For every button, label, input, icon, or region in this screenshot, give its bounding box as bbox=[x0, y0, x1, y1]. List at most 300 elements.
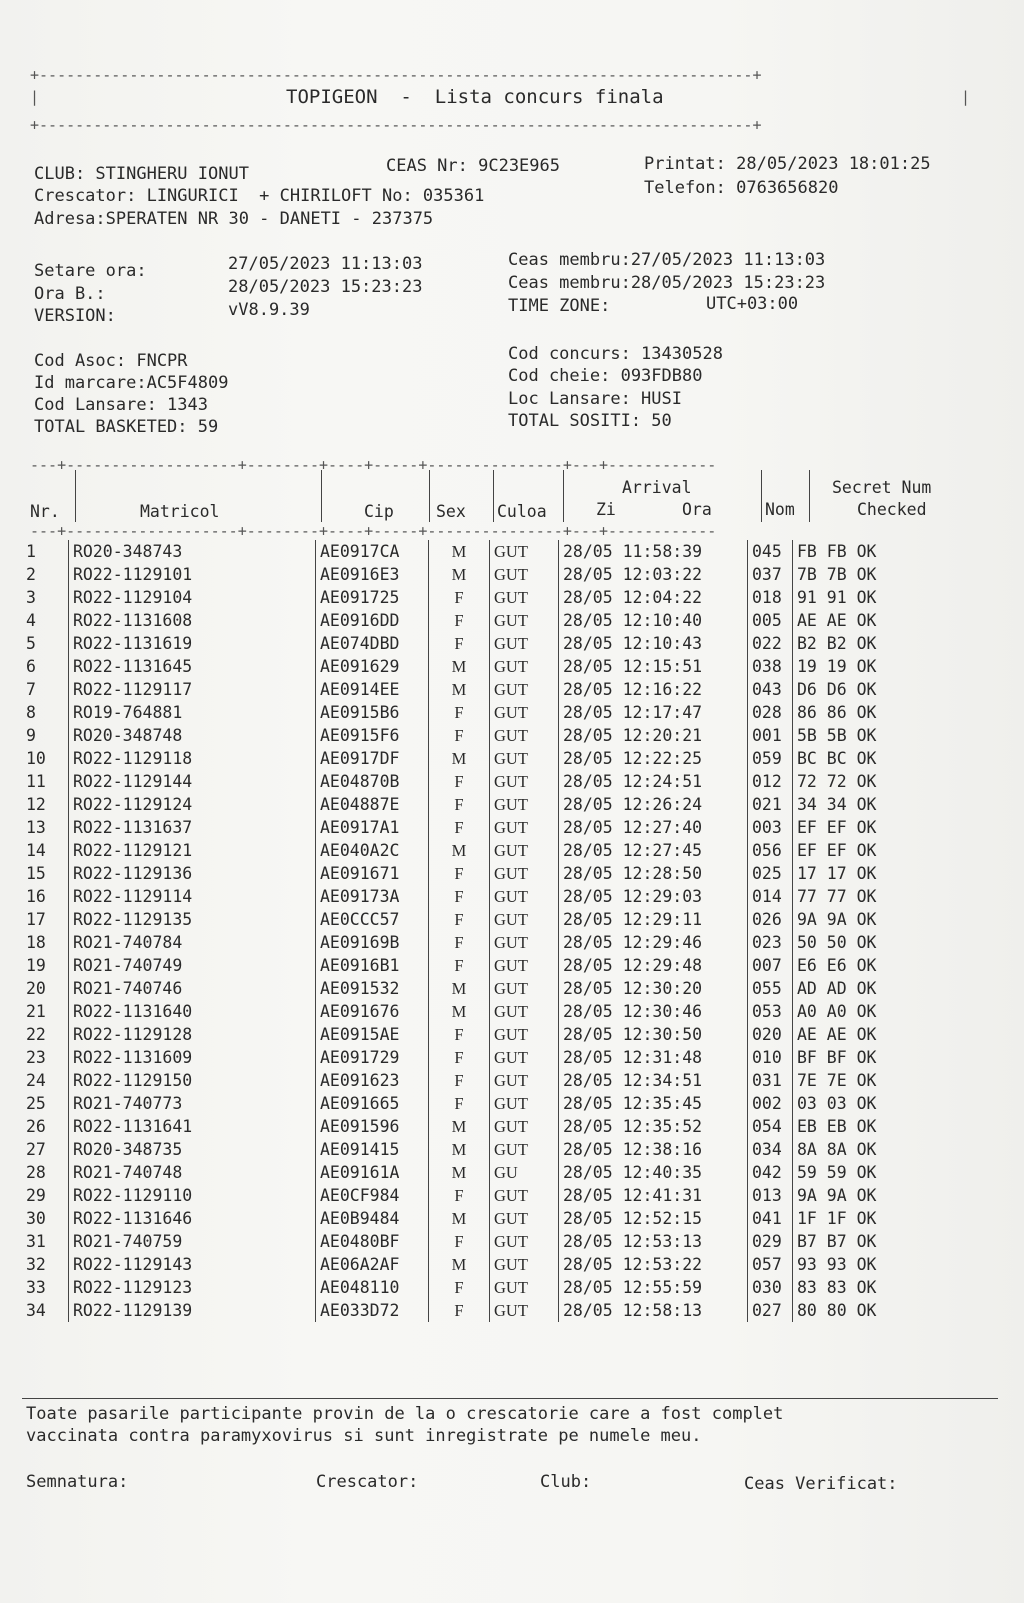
semnatura-label: Semnatura: bbox=[26, 1472, 129, 1492]
row-nr: 33 bbox=[26, 1278, 46, 1297]
row-sex: M bbox=[429, 1115, 490, 1138]
row-arrival: 28/05 12:55:59 bbox=[559, 1276, 748, 1299]
row-sex: M bbox=[429, 1161, 490, 1184]
row-cip: AE06A2AF bbox=[316, 1253, 429, 1276]
row-nom: 034 bbox=[748, 1138, 793, 1161]
row-arrival: 28/05 12:53:22 bbox=[559, 1253, 748, 1276]
row-nr: 2 bbox=[26, 565, 36, 584]
row-culoa: GUT bbox=[490, 1000, 559, 1023]
ceas-membru-1: Ceas membru:27/05/2023 11:13:03 bbox=[508, 250, 826, 270]
table-row bbox=[22, 839, 961, 862]
table-row bbox=[22, 1161, 961, 1184]
table-row bbox=[22, 701, 961, 724]
row-culoa: GUT bbox=[490, 586, 559, 609]
header-sep-5 bbox=[563, 470, 564, 522]
row-arrival: 28/05 12:24:51 bbox=[559, 770, 748, 793]
row-secret-checked: 1F 1F OK bbox=[793, 1207, 962, 1230]
col-header-checked: Checked bbox=[857, 500, 927, 519]
row-matricol: RO22-1129150 bbox=[69, 1069, 316, 1092]
row-nom: 045 bbox=[748, 540, 793, 563]
crescator-line: Crescator: LINGURICI + CHIRILOFT No: 035361 bbox=[34, 186, 485, 206]
table-row bbox=[22, 1138, 961, 1161]
version-value: vV8.9.39 bbox=[228, 300, 310, 320]
row-culoa: GUT bbox=[490, 540, 559, 563]
row-secret-checked: 9A 9A OK bbox=[793, 908, 962, 931]
row-secret-checked: 5B 5B OK bbox=[793, 724, 962, 747]
row-nom: 005 bbox=[748, 609, 793, 632]
title-separator: - bbox=[400, 86, 412, 108]
table-row bbox=[22, 540, 961, 563]
row-arrival: 28/05 12:22:25 bbox=[559, 747, 748, 770]
row-sex: F bbox=[429, 1230, 490, 1253]
row-arrival: 28/05 12:27:45 bbox=[559, 839, 748, 862]
row-matricol: RO20-348735 bbox=[69, 1138, 316, 1161]
row-culoa: GUT bbox=[490, 1253, 559, 1276]
row-sex: M bbox=[429, 1000, 490, 1023]
row-secret-checked: A0 A0 OK bbox=[793, 1000, 962, 1023]
row-cip: AE033D72 bbox=[316, 1299, 429, 1322]
row-nom: 042 bbox=[748, 1161, 793, 1184]
row-nom: 013 bbox=[748, 1184, 793, 1207]
row-sex: F bbox=[429, 793, 490, 816]
cod-asoc: Cod Asoc: FNCPR bbox=[34, 351, 188, 371]
row-nom: 014 bbox=[748, 885, 793, 908]
row-secret-checked: EF EF OK bbox=[793, 839, 962, 862]
row-nom: 007 bbox=[748, 954, 793, 977]
row-cip: AE091596 bbox=[316, 1115, 429, 1138]
row-secret-checked: 59 59 OK bbox=[793, 1161, 962, 1184]
row-culoa: GUT bbox=[490, 1207, 559, 1230]
row-culoa: GUT bbox=[490, 1276, 559, 1299]
row-nr: 11 bbox=[26, 772, 46, 791]
row-cip: AE091415 bbox=[316, 1138, 429, 1161]
row-arrival: 28/05 12:35:45 bbox=[559, 1092, 748, 1115]
adresa-line: Adresa:SPERATEN NR 30 - DANETI - 237375 bbox=[34, 209, 434, 229]
row-sex: F bbox=[429, 1299, 490, 1322]
row-cip: AE091729 bbox=[316, 1046, 429, 1069]
row-cip: AE0916B1 bbox=[316, 954, 429, 977]
version-label: VERSION: bbox=[34, 306, 116, 326]
row-nom: 043 bbox=[748, 678, 793, 701]
row-cip: AE091629 bbox=[316, 655, 429, 678]
row-secret-checked: BC BC OK bbox=[793, 747, 962, 770]
row-nom: 059 bbox=[748, 747, 793, 770]
table-row bbox=[22, 1230, 961, 1253]
row-sex: M bbox=[429, 1253, 490, 1276]
row-culoa: GUT bbox=[490, 885, 559, 908]
row-arrival: 28/05 12:52:15 bbox=[559, 1207, 748, 1230]
total-sositi: TOTAL SOSITI: 50 bbox=[508, 411, 672, 431]
table-row bbox=[22, 1184, 961, 1207]
row-arrival: 28/05 12:30:20 bbox=[559, 977, 748, 1000]
row-nom: 055 bbox=[748, 977, 793, 1000]
row-sex: F bbox=[429, 816, 490, 839]
row-sex: F bbox=[429, 908, 490, 931]
row-culoa: GUT bbox=[490, 793, 559, 816]
row-nr: 18 bbox=[26, 933, 46, 952]
row-secret-checked: AE AE OK bbox=[793, 1023, 962, 1046]
row-cip: AE04870B bbox=[316, 770, 429, 793]
row-matricol: RO21-740746 bbox=[69, 977, 316, 1000]
row-culoa: GUT bbox=[490, 678, 559, 701]
row-secret-checked: 72 72 OK bbox=[793, 770, 962, 793]
row-culoa: GUT bbox=[490, 839, 559, 862]
row-sex: M bbox=[429, 678, 490, 701]
row-arrival: 28/05 12:10:43 bbox=[559, 632, 748, 655]
row-sex: M bbox=[429, 1207, 490, 1230]
row-arrival: 28/05 12:20:21 bbox=[559, 724, 748, 747]
row-matricol: RO22-1131640 bbox=[69, 1000, 316, 1023]
row-cip: AE0917CA bbox=[316, 540, 429, 563]
telefon: Telefon: 0763656820 bbox=[644, 178, 839, 198]
table-row bbox=[22, 563, 961, 586]
row-sex: M bbox=[429, 977, 490, 1000]
row-nr: 23 bbox=[26, 1048, 46, 1067]
row-matricol: RO22-1131619 bbox=[69, 632, 316, 655]
row-sex: F bbox=[429, 1276, 490, 1299]
row-cip: AE0916E3 bbox=[316, 563, 429, 586]
col-header-secret-num: Secret Num bbox=[832, 478, 932, 497]
table-header-top-rule: ---+-------------------+--------+----+-----+---------------+---+------------ bbox=[30, 456, 717, 474]
row-nom: 037 bbox=[748, 563, 793, 586]
row-cip: AE0917A1 bbox=[316, 816, 429, 839]
row-secret-checked: 50 50 OK bbox=[793, 931, 962, 954]
row-sex: M bbox=[429, 839, 490, 862]
row-secret-checked: 34 34 OK bbox=[793, 793, 962, 816]
row-culoa: GUT bbox=[490, 1046, 559, 1069]
row-arrival: 28/05 12:29:48 bbox=[559, 954, 748, 977]
row-nr: 28 bbox=[26, 1163, 46, 1182]
row-arrival: 28/05 12:28:50 bbox=[559, 862, 748, 885]
row-arrival: 28/05 12:29:11 bbox=[559, 908, 748, 931]
header-sep-3 bbox=[429, 470, 430, 522]
row-nom: 030 bbox=[748, 1276, 793, 1299]
col-header-ora: Ora bbox=[682, 500, 712, 519]
row-sex: F bbox=[429, 885, 490, 908]
table-row bbox=[22, 1000, 961, 1023]
row-arrival: 28/05 12:30:46 bbox=[559, 1000, 748, 1023]
cod-lansare: Cod Lansare: 1343 bbox=[34, 395, 208, 415]
row-arrival: 28/05 12:40:35 bbox=[559, 1161, 748, 1184]
row-nom: 029 bbox=[748, 1230, 793, 1253]
row-nom: 001 bbox=[748, 724, 793, 747]
row-cip: AE09169B bbox=[316, 931, 429, 954]
row-secret-checked: 83 83 OK bbox=[793, 1276, 962, 1299]
club-line: CLUB: STINGHERU IONUT bbox=[34, 164, 249, 184]
row-culoa: GUT bbox=[490, 816, 559, 839]
row-arrival: 28/05 12:16:22 bbox=[559, 678, 748, 701]
row-culoa: GUT bbox=[490, 724, 559, 747]
row-nom: 028 bbox=[748, 701, 793, 724]
row-cip: AE091676 bbox=[316, 1000, 429, 1023]
row-sex: F bbox=[429, 632, 490, 655]
row-nr: 5 bbox=[26, 634, 36, 653]
row-arrival: 28/05 12:29:03 bbox=[559, 885, 748, 908]
row-matricol: RO22-1129136 bbox=[69, 862, 316, 885]
row-secret-checked: BF BF OK bbox=[793, 1046, 962, 1069]
row-nom: 041 bbox=[748, 1207, 793, 1230]
row-matricol: RO22-1131637 bbox=[69, 816, 316, 839]
row-nom: 018 bbox=[748, 586, 793, 609]
row-sex: F bbox=[429, 862, 490, 885]
row-secret-checked: 93 93 OK bbox=[793, 1253, 962, 1276]
statement-line-1: Toate pasarile participante provin de la o crescatorie care a fost complet bbox=[26, 1404, 784, 1424]
cod-concurs: Cod concurs: 13430528 bbox=[508, 344, 723, 364]
row-secret-checked: 19 19 OK bbox=[793, 655, 962, 678]
row-matricol: RO21-740759 bbox=[69, 1230, 316, 1253]
row-sex: F bbox=[429, 724, 490, 747]
row-culoa: GUT bbox=[490, 1023, 559, 1046]
row-culoa: GUT bbox=[490, 1138, 559, 1161]
row-sex: F bbox=[429, 609, 490, 632]
row-nr: 22 bbox=[26, 1025, 46, 1044]
col-header-sex: Sex bbox=[436, 502, 466, 521]
row-matricol: RO22-1131641 bbox=[69, 1115, 316, 1138]
table-row bbox=[22, 931, 961, 954]
row-matricol: RO21-740784 bbox=[69, 931, 316, 954]
row-secret-checked: AE AE OK bbox=[793, 609, 962, 632]
row-cip: AE0916DD bbox=[316, 609, 429, 632]
table-row bbox=[22, 724, 961, 747]
crescator-signature-label: Crescator: bbox=[316, 1472, 419, 1492]
row-arrival: 28/05 12:10:40 bbox=[559, 609, 748, 632]
row-cip: AE091725 bbox=[316, 586, 429, 609]
ora-b-value: 28/05/2023 15:23:23 bbox=[228, 277, 423, 297]
setare-ora-label: Setare ora: bbox=[34, 261, 147, 281]
header-sep-2 bbox=[321, 470, 322, 522]
table-row bbox=[22, 1023, 961, 1046]
row-arrival: 28/05 12:04:22 bbox=[559, 586, 748, 609]
row-nom: 054 bbox=[748, 1115, 793, 1138]
page-title bbox=[286, 86, 664, 108]
col-header-matricol: Matricol bbox=[140, 502, 220, 521]
row-culoa: GU bbox=[490, 1161, 559, 1184]
row-nr: 6 bbox=[26, 657, 36, 676]
row-nr: 15 bbox=[26, 864, 46, 883]
col-header-nom: Nom bbox=[765, 500, 795, 519]
row-matricol: RO21-740773 bbox=[69, 1092, 316, 1115]
row-cip: AE091623 bbox=[316, 1069, 429, 1092]
row-secret-checked: 9A 9A OK bbox=[793, 1184, 962, 1207]
row-matricol: RO22-1129114 bbox=[69, 885, 316, 908]
row-nr: 30 bbox=[26, 1209, 46, 1228]
row-matricol: RO22-1129110 bbox=[69, 1184, 316, 1207]
table-row bbox=[22, 770, 961, 793]
row-arrival: 28/05 12:03:22 bbox=[559, 563, 748, 586]
row-sex: M bbox=[429, 540, 490, 563]
table-row bbox=[22, 1115, 961, 1138]
row-cip: AE0B9484 bbox=[316, 1207, 429, 1230]
row-matricol: RO22-1131645 bbox=[69, 655, 316, 678]
table-row bbox=[22, 655, 961, 678]
row-nr: 20 bbox=[26, 979, 46, 998]
table-row bbox=[22, 586, 961, 609]
row-nr: 9 bbox=[26, 726, 36, 745]
row-nr: 4 bbox=[26, 611, 36, 630]
row-cip: AE0915B6 bbox=[316, 701, 429, 724]
row-nom: 023 bbox=[748, 931, 793, 954]
row-secret-checked: AD AD OK bbox=[793, 977, 962, 1000]
row-nr: 3 bbox=[26, 588, 36, 607]
ceas-membru-2: Ceas membru:28/05/2023 15:23:23 bbox=[508, 273, 826, 293]
row-matricol: RO19-764881 bbox=[69, 701, 316, 724]
row-secret-checked: B7 B7 OK bbox=[793, 1230, 962, 1253]
row-cip: AE048110 bbox=[316, 1276, 429, 1299]
row-matricol: RO22-1131608 bbox=[69, 609, 316, 632]
row-culoa: GUT bbox=[490, 747, 559, 770]
row-sex: F bbox=[429, 1184, 490, 1207]
row-sex: M bbox=[429, 655, 490, 678]
row-culoa: GUT bbox=[490, 1069, 559, 1092]
row-nom: 002 bbox=[748, 1092, 793, 1115]
ceas-verificat-label: Ceas Verificat: bbox=[744, 1474, 898, 1494]
row-cip: AE0480BF bbox=[316, 1230, 429, 1253]
row-arrival: 28/05 12:15:51 bbox=[559, 655, 748, 678]
row-nom: 031 bbox=[748, 1069, 793, 1092]
row-sex: F bbox=[429, 1069, 490, 1092]
row-secret-checked: B2 B2 OK bbox=[793, 632, 962, 655]
row-sex: M bbox=[429, 747, 490, 770]
statement-line-2: vaccinata contra paramyxovirus si sunt inregistrate pe numele meu. bbox=[26, 1426, 702, 1446]
row-culoa: GUT bbox=[490, 1092, 559, 1115]
row-cip: AE0CF984 bbox=[316, 1184, 429, 1207]
header-sep-4 bbox=[493, 470, 494, 522]
row-arrival: 28/05 12:34:51 bbox=[559, 1069, 748, 1092]
row-nom: 003 bbox=[748, 816, 793, 839]
row-nom: 020 bbox=[748, 1023, 793, 1046]
ora-b-label: Ora B.: bbox=[34, 284, 106, 304]
row-sex: F bbox=[429, 701, 490, 724]
row-nom: 027 bbox=[748, 1299, 793, 1322]
row-secret-checked: 80 80 OK bbox=[793, 1299, 962, 1322]
table-row bbox=[22, 1092, 961, 1115]
row-matricol: RO22-1129117 bbox=[69, 678, 316, 701]
row-nr: 26 bbox=[26, 1117, 46, 1136]
row-matricol: RO22-1129104 bbox=[69, 586, 316, 609]
title-box-left-border: | bbox=[30, 88, 40, 106]
table-row bbox=[22, 609, 961, 632]
row-sex: F bbox=[429, 931, 490, 954]
row-arrival: 28/05 12:29:46 bbox=[559, 931, 748, 954]
row-nr: 24 bbox=[26, 1071, 46, 1090]
row-nr: 8 bbox=[26, 703, 36, 722]
cod-cheie: Cod cheie: 093FDB80 bbox=[508, 366, 703, 386]
row-cip: AE091671 bbox=[316, 862, 429, 885]
row-arrival: 28/05 12:26:24 bbox=[559, 793, 748, 816]
table-row bbox=[22, 885, 961, 908]
row-culoa: GUT bbox=[490, 1115, 559, 1138]
ceas-nr: CEAS Nr: 9C23E965 bbox=[386, 156, 560, 176]
row-secret-checked: E6 E6 OK bbox=[793, 954, 962, 977]
row-cip: AE074DBD bbox=[316, 632, 429, 655]
row-nom: 026 bbox=[748, 908, 793, 931]
row-secret-checked: D6 D6 OK bbox=[793, 678, 962, 701]
total-basketed: TOTAL BASKETED: 59 bbox=[34, 417, 219, 437]
row-arrival: 28/05 12:27:40 bbox=[559, 816, 748, 839]
row-matricol: RO22-1129128 bbox=[69, 1023, 316, 1046]
table-row bbox=[22, 954, 961, 977]
row-matricol: RO22-1129124 bbox=[69, 793, 316, 816]
row-cip: AE091665 bbox=[316, 1092, 429, 1115]
row-arrival: 28/05 12:38:16 bbox=[559, 1138, 748, 1161]
table-row bbox=[22, 793, 961, 816]
row-cip: AE0914EE bbox=[316, 678, 429, 701]
title-name: Lista concurs finala bbox=[434, 86, 664, 108]
row-secret-checked: 03 03 OK bbox=[793, 1092, 962, 1115]
row-arrival: 28/05 12:30:50 bbox=[559, 1023, 748, 1046]
table-row bbox=[22, 1207, 961, 1230]
row-cip: AE0CCC57 bbox=[316, 908, 429, 931]
row-arrival: 28/05 11:58:39 bbox=[559, 540, 748, 563]
table-row bbox=[22, 1253, 961, 1276]
row-culoa: GUT bbox=[490, 908, 559, 931]
table-row bbox=[22, 1299, 961, 1322]
row-matricol: RO21-740749 bbox=[69, 954, 316, 977]
row-secret-checked: 7B 7B OK bbox=[793, 563, 962, 586]
title-box-top-border: +-------------------------------------------------------------------------------+ bbox=[30, 66, 762, 84]
row-culoa: GUT bbox=[490, 1299, 559, 1322]
table-row bbox=[22, 678, 961, 701]
row-arrival: 28/05 12:41:31 bbox=[559, 1184, 748, 1207]
row-arrival: 28/05 12:53:13 bbox=[559, 1230, 748, 1253]
row-cip: AE0915F6 bbox=[316, 724, 429, 747]
row-culoa: GUT bbox=[490, 632, 559, 655]
row-matricol: RO22-1129101 bbox=[69, 563, 316, 586]
row-nr: 21 bbox=[26, 1002, 46, 1021]
title-app: TOPIGEON bbox=[286, 86, 378, 108]
row-arrival: 28/05 12:35:52 bbox=[559, 1115, 748, 1138]
col-header-cip: Cip bbox=[364, 502, 394, 521]
row-matricol: RO22-1129118 bbox=[69, 747, 316, 770]
row-secret-checked: 86 86 OK bbox=[793, 701, 962, 724]
title-box-bottom-border: +-------------------------------------------------------------------------------+ bbox=[30, 116, 762, 134]
row-nom: 025 bbox=[748, 862, 793, 885]
row-culoa: GUT bbox=[490, 1184, 559, 1207]
row-nom: 053 bbox=[748, 1000, 793, 1023]
row-sex: F bbox=[429, 770, 490, 793]
row-matricol: RO20-348748 bbox=[69, 724, 316, 747]
time-zone-label: TIME ZONE: bbox=[508, 296, 611, 316]
loc-lansare: Loc Lansare: HUSI bbox=[508, 389, 682, 409]
col-header-nr: Nr. bbox=[30, 502, 60, 521]
row-nr: 10 bbox=[26, 749, 46, 768]
row-arrival: 28/05 12:58:13 bbox=[559, 1299, 748, 1322]
col-header-zi: Zi bbox=[596, 500, 616, 519]
table-row bbox=[22, 908, 961, 931]
header-sep-7 bbox=[809, 470, 810, 522]
row-nom: 057 bbox=[748, 1253, 793, 1276]
row-nr: 12 bbox=[26, 795, 46, 814]
row-cip: AE0915AE bbox=[316, 1023, 429, 1046]
row-matricol: RO22-1129121 bbox=[69, 839, 316, 862]
club-signature-label: Club: bbox=[540, 1472, 592, 1492]
row-cip: AE0917DF bbox=[316, 747, 429, 770]
row-nr: 32 bbox=[26, 1255, 46, 1274]
row-secret-checked: FB FB OK bbox=[793, 540, 962, 563]
row-nr: 13 bbox=[26, 818, 46, 837]
row-culoa: GUT bbox=[490, 701, 559, 724]
table-row bbox=[22, 977, 961, 1000]
row-nr: 17 bbox=[26, 910, 46, 929]
table-row bbox=[22, 816, 961, 839]
results-table-body bbox=[22, 540, 961, 1322]
table-header-bottom-rule: ---+-------------------+--------+----+-----+---------------+---+------------ bbox=[30, 522, 717, 540]
footer-rule bbox=[22, 1398, 998, 1399]
row-culoa: GUT bbox=[490, 609, 559, 632]
row-secret-checked: 91 91 OK bbox=[793, 586, 962, 609]
row-culoa: GUT bbox=[490, 862, 559, 885]
row-nom: 038 bbox=[748, 655, 793, 678]
